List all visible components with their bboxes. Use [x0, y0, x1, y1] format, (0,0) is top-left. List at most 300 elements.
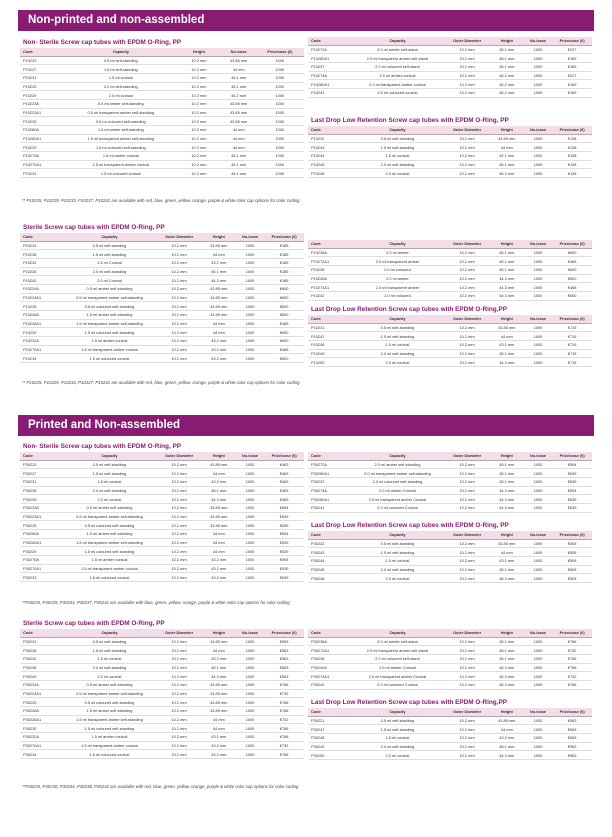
table-cell: €600 [552, 248, 592, 257]
table-cell: 1000 [236, 707, 264, 716]
table-cell: P10237 [308, 62, 351, 71]
table-cell: 45.1 mm [202, 486, 236, 495]
table-cell: 10.2 mm [176, 73, 221, 82]
table-cell: P10248 [308, 340, 351, 349]
table-row [20, 715, 304, 724]
table-row [308, 646, 592, 655]
column-header: Code [20, 452, 63, 460]
table-cell: 10.2 mm [156, 556, 201, 565]
table-cell: 1000 [524, 663, 552, 672]
table-cell: P10260A [20, 126, 65, 135]
table-cell: 1.5 ml self-standing [63, 646, 157, 655]
table-cell: 1000 [236, 469, 264, 478]
table-row [20, 538, 304, 547]
product-table [308, 452, 592, 513]
panel-title: Sterile Screw cap tubes with EPDM O-Ring, PP [23, 620, 165, 627]
table-header-row [308, 452, 592, 460]
column-header: Height [490, 240, 524, 248]
table-cell: 10.2 mm [156, 319, 201, 328]
table-cell: 1000 [236, 538, 264, 547]
color-option-note: **P30225, P30229, P30233, P30237, P30241 are available with blue, green, yellow, orange, purple & white color cap options for color coding [22, 600, 290, 605]
table-row [20, 663, 304, 672]
table-cell: 1.5 ml self-standing [63, 469, 157, 478]
table-cell: 0.5 ml self-standing [351, 716, 445, 725]
table-cell: P10272A1 [308, 257, 351, 266]
table-cell: 43.85 mm [202, 311, 236, 320]
column-header: Height [490, 37, 524, 45]
table-cell: €465 [552, 257, 592, 266]
table-row [308, 637, 592, 646]
table-cell: €594 [264, 503, 304, 512]
table-row [20, 337, 304, 346]
table-cell: P30238 [308, 654, 351, 663]
table-row [20, 469, 304, 478]
table-cell: 2.0 ml self-standing [351, 349, 445, 358]
sterile-left-panel [20, 222, 304, 363]
column-header: Capacity [351, 629, 445, 637]
column-header: Outer Diameter [156, 233, 201, 241]
table-cell: €185 [264, 241, 304, 250]
table-cell: 10.2 mm [156, 741, 201, 750]
table-cell: 2.0 ml transparent amber self-stand [351, 54, 445, 63]
table-row [20, 477, 304, 486]
table-cell: 1000 [524, 265, 552, 274]
table-cell: 1000 [524, 45, 552, 54]
table-cell: 43.2 mm [202, 337, 236, 346]
table-header-row [308, 629, 592, 637]
table-cell: 1.5 ml self-standing [351, 332, 445, 341]
table-cell: €594 [552, 486, 592, 495]
table-cell: €732 [264, 689, 304, 698]
table-cell: 10.2 mm [156, 707, 201, 716]
table-cell: 43.85 mm [202, 302, 236, 311]
table-cell: 45.1 mm [222, 169, 256, 178]
table-cell: 10.2 mm [176, 91, 221, 100]
table-cell: 43.2 mm [202, 733, 236, 742]
table-cell: 44.3 mm [202, 495, 236, 504]
table-cell: 1000 [236, 750, 264, 759]
table-cell: 43.2 mm [202, 564, 236, 573]
table-cell: 1000 [236, 573, 264, 582]
panel-title: Last Drop Low Retention Screw cap tubes with EPDM O-Ring,PP [311, 306, 507, 313]
table-cell: P10274A1 [308, 283, 351, 292]
table-row [20, 564, 304, 573]
table-cell: P30272A1 [308, 646, 351, 655]
table-cell: 2.0 ml conical [351, 574, 445, 583]
table-cell: 10.2 mm [444, 160, 489, 169]
column-header: Capacity [351, 315, 445, 323]
table-cell: 10.2 mm [444, 54, 489, 63]
table-cell: 0.5 ml transparent amber self-standing [63, 512, 157, 521]
table-cell: 1000 [236, 547, 264, 556]
table-cell: P10226A [20, 311, 63, 320]
table-cell: 2.0 ml conical [63, 495, 157, 504]
panel-title: Last Drop Low Retention Screw cap tubes with EPDM O-Ring,PP [311, 699, 507, 706]
table-cell: 1000 [524, 151, 552, 160]
table-cell: P30247 [308, 725, 351, 734]
column-header: Capacity [65, 48, 176, 56]
table-cell: 44 mm [202, 538, 236, 547]
table-row [20, 267, 304, 276]
table-cell: 10.2 mm [156, 503, 201, 512]
color-option-note: ** P10225, P10229, P10233, P10237, P10241 are available with red, blue, green, yellow, orange, purple & white color cap options for color coding [22, 380, 300, 385]
table-cell: 10.2 mm [444, 291, 489, 300]
table-cell: 10.2 mm [444, 358, 489, 367]
table-cell: 43.2 mm [202, 556, 236, 565]
table-cell: P30242 [308, 680, 351, 689]
table-row [20, 486, 304, 495]
table-row [308, 716, 592, 725]
table-cell: 44 mm [490, 332, 524, 341]
table-row [20, 302, 304, 311]
table-header-row [308, 708, 592, 716]
table-cell: 1000 [524, 134, 552, 143]
table-cell: 44 mm [222, 65, 256, 74]
table-cell: €600 [264, 328, 304, 337]
table-cell: 43.85 mm [202, 680, 236, 689]
table-row [308, 283, 592, 292]
table-cell: 2.0 ml self-standing [65, 82, 176, 91]
table-cell: €786 [552, 637, 592, 646]
table-cell: 10.2 mm [444, 169, 489, 178]
table-cell: 44 mm [490, 548, 524, 557]
table-cell: 1.5 ml self-standing [351, 548, 445, 557]
table-cell: 1000 [236, 337, 264, 346]
table-cell: 2.0 ml coloured [351, 291, 445, 300]
table-cell: 10.2 mm [444, 663, 489, 672]
table-cell: 44.3 mm [490, 283, 524, 292]
table-cell: P30221 [308, 716, 351, 725]
table-cell: 1.5 ml coloured self-standing [65, 143, 176, 152]
table-cell: P10223 [20, 56, 65, 65]
table-cell: 45.1 mm [490, 265, 524, 274]
column-header: Height [490, 629, 524, 637]
table-cell: 1000 [256, 65, 304, 74]
table-cell: 10.2 mm [156, 477, 201, 486]
table-cell: P10270A1 [20, 345, 63, 354]
table-row [20, 689, 304, 698]
table-cell: 1.5 ml amber self-standing [63, 311, 157, 320]
table-cell: 10.2 mm [444, 742, 489, 751]
table-cell: 44 mm [202, 646, 236, 655]
table-cell: 1000 [236, 241, 264, 250]
table-cell: 44 mm [202, 530, 236, 539]
table-cell: 1000 [524, 248, 552, 257]
table-row [20, 495, 304, 504]
table-cell: €563 [264, 672, 304, 681]
product-table [308, 315, 592, 367]
table-cell: 10.2 mm [444, 323, 489, 332]
column-header: No./case [236, 629, 264, 637]
column-header: Code [20, 48, 65, 56]
table-cell: 1000 [236, 477, 264, 486]
table-row [308, 323, 592, 332]
table-cell: 1.5 ml transparent amber self-standing [63, 319, 157, 328]
table-cell: 2.0 ml self-standing [351, 160, 445, 169]
table-cell: 44 mm [490, 143, 524, 152]
table-row [308, 265, 592, 274]
table-cell: 2.0 ml conical [63, 672, 157, 681]
column-header: Capacity [351, 240, 445, 248]
column-header: Outer Diameter [156, 629, 201, 637]
table-cell: 1000 [236, 556, 264, 565]
table-cell: 44 mm [202, 250, 236, 259]
table-cell: €169 [552, 54, 592, 63]
table-row [308, 460, 592, 469]
table-cell: 1000 [524, 62, 552, 71]
table-cell: 43.2 mm [202, 654, 236, 663]
table-cell: 1000 [256, 152, 304, 161]
table-row [308, 725, 592, 734]
table-header-row [20, 48, 304, 56]
table-cell: 2.0 ml transparent amber Conical [351, 495, 445, 504]
column-header: Capacity [351, 708, 445, 716]
table-cell: P30226A [20, 707, 63, 716]
table-cell: €600 [264, 311, 304, 320]
table-cell: 43.85 mm [222, 56, 256, 65]
column-header: No./case [524, 452, 552, 460]
table-cell: 2.0 ml coloured Conical [351, 503, 445, 512]
lowretention-nonsterile-panel [308, 115, 592, 178]
table-cell: 10.2 mm [444, 733, 489, 742]
table-cell: 1.5 ml transparent amber conical [63, 345, 157, 354]
table-cell: 1.5 ml conical [65, 73, 176, 82]
table-cell: 1000 [236, 663, 264, 672]
column-header: No./case [524, 629, 552, 637]
table-cell: €600 [552, 265, 592, 274]
table-cell: 0.5 ml coloured self-standing [63, 521, 157, 530]
table-cell: 1000 [524, 503, 552, 512]
column-header: Price/case (€) [552, 452, 592, 460]
table-cell: 10.2 mm [176, 99, 221, 108]
table-cell: 1000 [524, 323, 552, 332]
table-cell: 43.2 mm [202, 477, 236, 486]
table-cell: 1000 [236, 689, 264, 698]
table-cell: 1.5 ml transparent amber conical [63, 564, 157, 573]
table-cell: 10.2 mm [156, 486, 201, 495]
table-cell: €539 [264, 547, 304, 556]
table-cell: 45.1 mm [490, 637, 524, 646]
table-row [308, 248, 592, 257]
table-cell: 43.85 mm [202, 689, 236, 698]
table-cell: 10.2 mm [176, 126, 221, 135]
table-cell: €786 [552, 654, 592, 663]
table-cell: 0.5 ml transparent amber self-standing [63, 293, 157, 302]
table-cell: 10.2 mm [176, 143, 221, 152]
table-cell: 10.2 mm [156, 663, 201, 672]
column-header: Code [308, 531, 351, 539]
table-cell: 10.2 mm [444, 725, 489, 734]
table-cell: P30246 [308, 574, 351, 583]
table-cell: P30223 [20, 460, 63, 469]
table-cell: €169 [552, 62, 592, 71]
column-header: Code [308, 37, 351, 45]
table-cell: P30240 [20, 672, 63, 681]
table-cell: P30270A1 [20, 741, 63, 750]
table-cell: 0.5 ml self-standing [351, 134, 445, 143]
table-cell: P30223A1 [20, 512, 63, 521]
table-cell: 1000 [236, 460, 264, 469]
column-header: Outer Diameter [444, 452, 489, 460]
product-table [20, 233, 304, 363]
column-header: Code [308, 315, 351, 323]
table-cell: 43.85 mm [202, 503, 236, 512]
table-cell: 43.2 mm [202, 750, 236, 759]
table-cell: €715 [552, 323, 592, 332]
table-cell: 45.1 mm [490, 248, 524, 257]
table-row [20, 460, 304, 469]
table-row [20, 82, 304, 91]
table-cell: 1000 [524, 637, 552, 646]
column-header: Price/case (€) [264, 629, 304, 637]
table-cell: 10.2 mm [156, 672, 201, 681]
table-cell: €169 [552, 88, 592, 97]
table-cell: 10.2 mm [444, 672, 489, 681]
table-cell: 10.2 mm [156, 538, 201, 547]
table-cell: 43.85 mm [202, 707, 236, 716]
table-header-row [308, 37, 592, 45]
table-cell: 45.1 mm [222, 73, 256, 82]
table-row [308, 340, 592, 349]
table-cell: P30250 [308, 751, 351, 760]
table-row [308, 291, 592, 300]
table-cell: P30225 [20, 521, 63, 530]
table-cell: 10.2 mm [444, 548, 489, 557]
table-cell: 44.3 mm [202, 276, 236, 285]
table-cell: 1.5 ml conical [63, 477, 157, 486]
table-cell: 1000 [256, 126, 304, 135]
table-cell: 1000 [256, 117, 304, 126]
table-cell: 1000 [524, 565, 552, 574]
table-cell: 1.5 ml amber conical [65, 152, 176, 161]
printed-sterile-right-panel [308, 629, 592, 690]
table-cell: 0.5 ml self-standing [63, 241, 157, 250]
table-cell: P10246 [308, 169, 351, 178]
table-cell: 1000 [236, 486, 264, 495]
table-cell: 43.85 mm [490, 323, 524, 332]
table-cell: 1.5 ml amber conical [63, 556, 157, 565]
table-cell: €539 [552, 469, 592, 478]
table-cell: P10226 [20, 267, 63, 276]
column-header: No./case [236, 452, 264, 460]
panel-title: Last Drop Low Retention Screw cap tubes with EPDM O-Ring, PP [311, 522, 509, 529]
table-cell: P30274A1 [308, 672, 351, 681]
table-row [308, 169, 592, 178]
table-cell: 1.5 ml coloured conical [63, 573, 157, 582]
table-cell: 1000 [236, 328, 264, 337]
table-cell: €715 [552, 349, 592, 358]
table-cell: 2.0 ml self-standing [63, 486, 157, 495]
table-row [20, 117, 304, 126]
table-cell: 2.0 ml transparent amber [351, 283, 445, 292]
table-cell: 46.2 mm [490, 80, 524, 89]
column-header: Code [308, 708, 351, 716]
table-cell: 1000 [524, 160, 552, 169]
table-cell: €138 [552, 143, 592, 152]
table-header-row [308, 240, 592, 248]
table-cell: 10.2 mm [176, 160, 221, 169]
table-cell: 1000 [524, 88, 552, 97]
table-cell: 2.0 ml coloured self-stand [351, 62, 445, 71]
table-cell: 1000 [236, 345, 264, 354]
table-cell: 10.2 mm [156, 680, 201, 689]
table-cell: 1000 [236, 564, 264, 573]
table-row [308, 160, 592, 169]
table-cell: 10.2 mm [444, 574, 489, 583]
table-cell: P30237 [308, 477, 351, 486]
table-cell: 2.0 ml amber [351, 248, 445, 257]
table-cell: 44 mm [222, 126, 256, 135]
table-cell: €563 [264, 663, 304, 672]
table-cell: 10.2 mm [176, 65, 221, 74]
table-cell: €715 [552, 340, 592, 349]
table-cell: 45.1 mm [490, 477, 524, 486]
table-cell: 1000 [256, 134, 304, 143]
table-cell: 43.2 mm [202, 345, 236, 354]
table-cell: 10.2 mm [156, 512, 201, 521]
color-option-note: ** P10225, P10229, P10233, P10237, P10241 are available with red, blue, green, yellow, orange, purple & white color cap options for color coding [22, 198, 300, 203]
table-cell: 2.0 ml amber Conical [351, 486, 445, 495]
table-cell: 45.1 mm [490, 45, 524, 54]
table-cell: 10.2 mm [444, 539, 489, 548]
table-cell: 1000 [236, 698, 264, 707]
table-cell: €715 [552, 332, 592, 341]
table-cell: €505 [552, 574, 592, 583]
table-cell: €600 [552, 274, 592, 283]
table-row [308, 80, 592, 89]
table-row [20, 573, 304, 582]
table-row [308, 574, 592, 583]
table-cell: 1000 [524, 340, 552, 349]
table-cell: €539 [264, 573, 304, 582]
table-cell: 2.0 ml self-standing [351, 565, 445, 574]
table-header-row [308, 315, 592, 323]
section-banner-non-printed: Non-printed and non-assembled [18, 10, 594, 31]
table-cell: 10.2 mm [444, 62, 489, 71]
table-cell: 1.5 ml self-standing [351, 143, 445, 152]
table-cell: 1000 [524, 332, 552, 341]
table-cell: 10.2 mm [176, 169, 221, 178]
table-cell: 10.2 mm [176, 117, 221, 126]
column-header: Height [202, 629, 236, 637]
column-header: No./case [524, 37, 552, 45]
table-cell: 2.0 ml amber self-stand [351, 45, 445, 54]
table-row [308, 477, 592, 486]
column-header: Capacity [351, 37, 445, 45]
table-row [20, 56, 304, 65]
lowretention-sterile-panel [308, 304, 592, 367]
table-cell: 10.2 mm [156, 689, 201, 698]
table-cell: 2.0 ml coloured [351, 265, 445, 274]
product-table [308, 531, 592, 583]
table-cell: 1000 [524, 358, 552, 367]
table-cell: €463 [264, 469, 304, 478]
table-cell: €505 [552, 565, 592, 574]
table-cell: 10.2 mm [444, 265, 489, 274]
column-header: Code [308, 240, 351, 248]
table-cell: 1000 [524, 742, 552, 751]
product-table [308, 708, 592, 760]
table-cell: P10236A [308, 248, 351, 257]
table-cell: P10244 [308, 151, 351, 160]
table-cell: 43.85 mm [490, 716, 524, 725]
table-cell: 2.0 ml transparent amber [351, 257, 445, 266]
table-cell: 1000 [236, 521, 264, 530]
table-row [308, 733, 592, 742]
table-row [308, 503, 592, 512]
table-cell: 45.1 mm [490, 565, 524, 574]
table-row [308, 539, 592, 548]
